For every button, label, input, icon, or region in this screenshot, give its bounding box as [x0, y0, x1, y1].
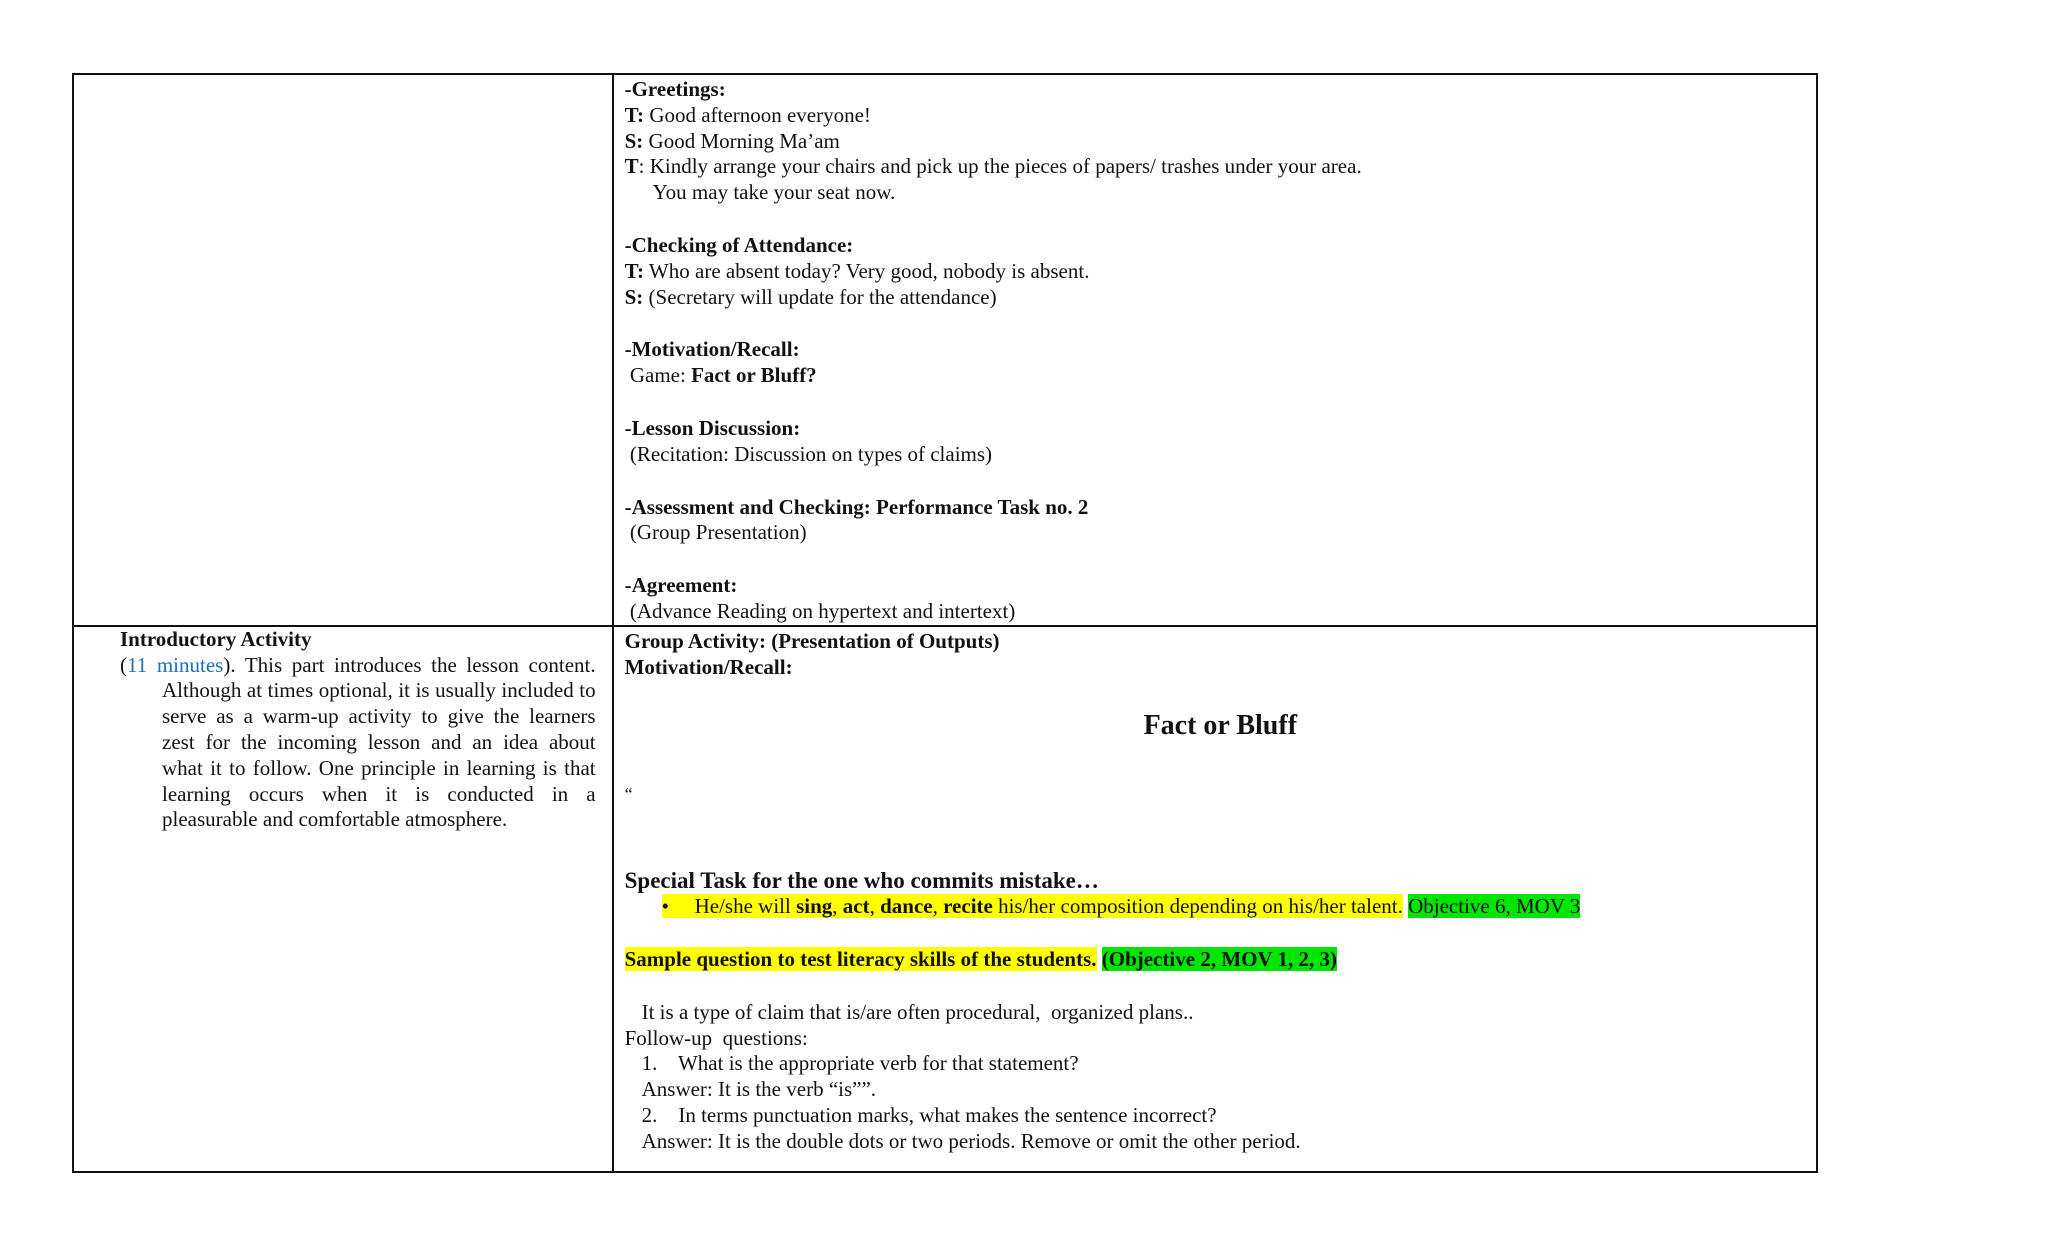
dialogue-line: S: (Secretary will update for the attendance): [624, 284, 997, 309]
list-item: • He/she will sing, act, dance, recite his/her composition depending on his/her talent. Objective 6, MOV 3: [661, 894, 1581, 919]
statement-text: It is a type of claim that is/are often procedural, organized plans..: [641, 999, 1194, 1024]
followup-heading: Follow-up questions:: [624, 1025, 808, 1050]
bullet-icon: •: [661, 894, 669, 919]
table-row: [73, 626, 1817, 1172]
greetings-heading: -Greetings:: [624, 77, 726, 101]
group-activity-heading: Group Activity: (Presentation of Outputs): [624, 628, 1000, 653]
quote-mark: “: [624, 784, 633, 805]
minutes-text: 11 minutes: [127, 652, 224, 677]
answer-text: Answer: It is the verb “is””.: [641, 1077, 877, 1102]
row2-left-cell: [73, 626, 613, 1172]
special-task-heading: Special Task for the one who commits mistake…: [624, 868, 1099, 894]
motivation-heading: Motivation/Recall:: [624, 654, 793, 679]
game-title: Fact or Bluff: [1143, 710, 1298, 742]
dialogue-line: S: Good Morning Ma’am: [624, 128, 840, 153]
assessment-text: (Group Presentation): [624, 520, 807, 545]
row1-right-cell: [613, 74, 1817, 626]
attendance-heading: -Checking of Attendance:: [624, 232, 854, 257]
lesson-heading: -Lesson Discussion:: [624, 415, 801, 440]
lesson-plan-table: [72, 73, 1818, 1173]
table-row: [73, 74, 1817, 626]
agreement-heading: -Agreement:: [624, 573, 738, 598]
answer-text: Answer: It is the double dots or two periods. Remove or omit the other period.: [641, 1128, 1301, 1153]
dialogue-line: T: Kindly arrange your chairs and pick up the pieces of papers/ trashes under your area.: [624, 154, 1362, 179]
dialogue-line: T: Good afternoon everyone!: [624, 102, 871, 127]
row2-right-cell: [613, 626, 1817, 1172]
objective-badge: Objective 6, MOV 3: [1408, 894, 1581, 919]
intro-body: (11 minutes). This part introduces the lesson content. Although at times optional, it is usually included to serve as a warm-up activity to give the learners zest for the incoming lesson and an idea about what it to follow. One principle in learning is that learning occurs when it is conducted in a pleasurable and comfortable atmosphere.: [120, 652, 596, 832]
row1-left-cell: [73, 74, 613, 626]
assessment-heading: -Assessment and Checking: Performance Task no. 2: [624, 494, 1089, 519]
dialogue-line: T: Who are absent today? Very good, nobody is absent.: [624, 258, 1090, 283]
objective-badge: (Objective 2, MOV 1, 2, 3): [1101, 946, 1338, 971]
game-line: Game: Fact or Bluff?: [624, 363, 817, 388]
agreement-text: (Advance Reading on hypertext and intertext): [624, 598, 1016, 623]
lesson-text: (Recitation: Discussion on types of claims): [624, 441, 993, 466]
list-item: 2. In terms punctuation marks, what makes the sentence incorrect?: [641, 1102, 1217, 1127]
list-item: 1. What is the appropriate verb for that statement?: [641, 1051, 1079, 1076]
motivation-heading: -Motivation/Recall:: [624, 337, 800, 362]
dialogue-continuation: You may take your seat now.: [652, 180, 896, 205]
intro-title: Introductory Activity: [120, 626, 312, 651]
sample-question-heading: Sample question to test literacy skills of the students. (Objective 2, MOV 1, 2, 3): [624, 946, 1338, 971]
